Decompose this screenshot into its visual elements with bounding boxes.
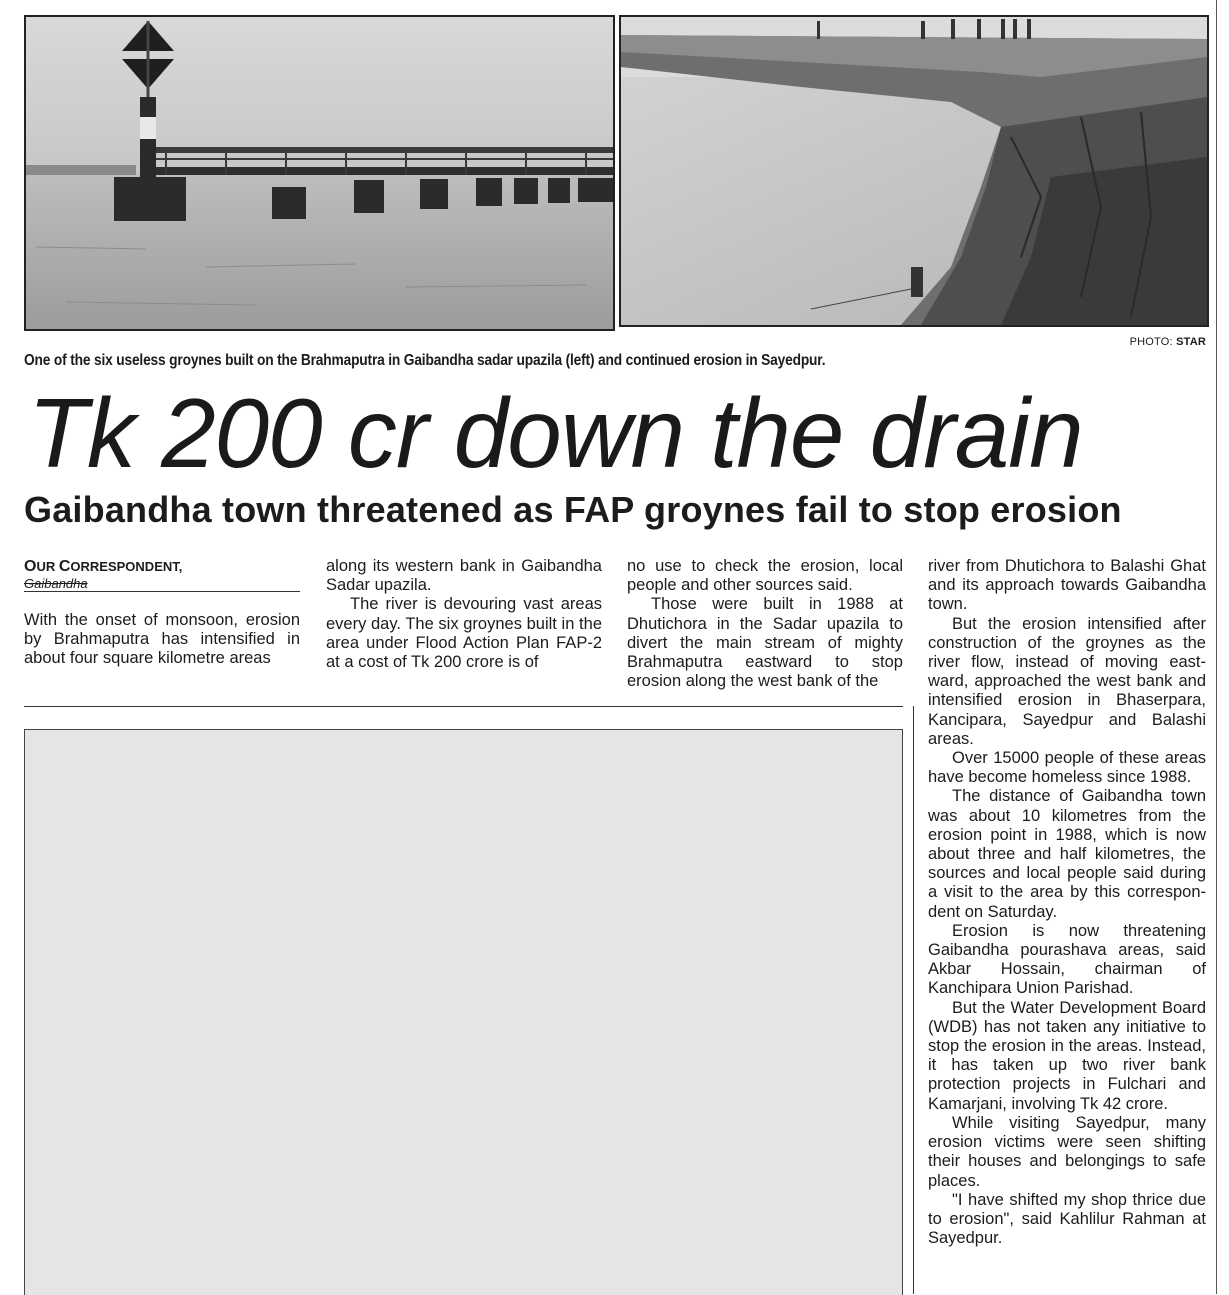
byline-divider [24, 591, 300, 592]
paragraph: Erosion is now threatening Gaibandha pourashava areas, said Akbar Hossain, chairman of Kanchipara Union Parishad. [928, 921, 1206, 998]
paragraph: But the Water Development Board (WDB) has not taken any initiative to stop the erosion in the areas. Instead, it has taken up two river bank protection projects in Fulchari and Kamarjani, involving Tk 42 crore. [928, 998, 1206, 1113]
photo-groyne [24, 15, 615, 331]
byline-rest-2: ORRESPONDENT, [70, 559, 183, 574]
page-edge-rule [1216, 0, 1217, 1294]
dateline: Gaibandha [24, 576, 88, 591]
paragraph: But the erosion intensified after construction of the groynes as the river flow, instead of moving east-ward, approached the west bank and intensified erosion in Bhaserpara, Kancipara, Sayedpur and Balashi areas. [928, 614, 1206, 748]
byline [24, 557, 300, 576]
paragraph: With the onset of monsoon, erosion by Brahmaputra has intensified in about four square kilometre areas [24, 611, 300, 668]
photo-erosion [619, 15, 1209, 327]
paragraph: river from Dhutichora to Balashi Ghat and its approach towards Gaibandha town. [928, 557, 1206, 614]
paragraph: Over 15000 people of these areas have become homeless since 1988. [928, 749, 1206, 787]
advertisement-placeholder [24, 729, 903, 1295]
byline-initial-1: O [24, 558, 37, 575]
article-column-4 [928, 557, 1206, 1248]
groyne-photo-drawing [26, 17, 613, 329]
photo-credit [1130, 336, 1206, 348]
subheadline: Gaibandha town threatened as FAP groynes fail to stop erosion [24, 489, 1122, 530]
photo-credit-source: STAR [1176, 336, 1206, 348]
paragraph: The river is devouring vast areas every day. The six groynes built in the area under Flood Action Plan FAP-2 at a cost of Tk 200 crore is of [326, 595, 602, 672]
paragraph: While visiting Sayedpur, many erosion victims were seen shifting their houses and belongings to safe places. [928, 1113, 1206, 1190]
byline-initial-2: C [58, 558, 71, 575]
article-column-1 [24, 557, 300, 669]
headline: Tk 200 cr down the drain [28, 378, 1083, 488]
byline-rest-1: UR [36, 559, 59, 574]
erosion-photo-drawing [621, 17, 1207, 325]
article-column-3 [627, 557, 903, 691]
paragraph: along its western bank in Gaibandha Sadar upazila. [326, 557, 602, 595]
paragraph: no use to check the erosion, local people and other sources said. [627, 557, 903, 595]
paragraph: Those were built in 1988 at Dhutichora in the Sadar upazila to divert the main stream of mighty Brahmaputra eastward to stop erosion along the west bank of the [627, 595, 903, 691]
vertical-divider [913, 706, 914, 1294]
photo-caption: One of the six useless groynes built on the Brahmaputra in Gaibandha sadar upazila (left) and continued erosion in Sayedpur. [24, 352, 826, 369]
horizontal-divider [24, 706, 903, 707]
photo-credit-prefix: PHOTO: [1129, 336, 1177, 348]
paragraph: The distance of Gaibandha town was about 10 kilometres from the erosion point in 1988, which is now about three and half kilometres, the sources and local people said during a visit to the area by this correspon-dent on Saturday. [928, 787, 1206, 921]
paragraph: "I have shifted my shop thrice due to erosion", said Kahlilur Rahman at Sayedpur. [928, 1190, 1206, 1248]
article-column-2 [326, 557, 602, 672]
